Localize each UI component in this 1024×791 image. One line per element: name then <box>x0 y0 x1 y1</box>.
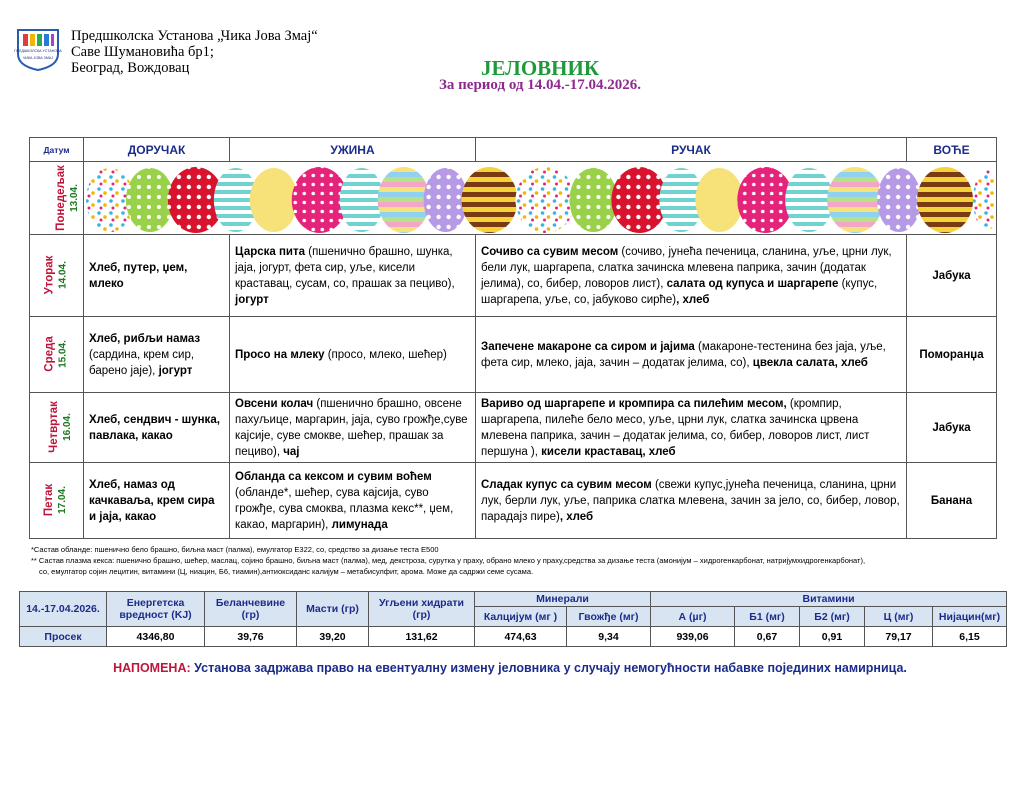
menu-header-row <box>30 138 997 162</box>
col-uzina: УЖИНА <box>230 138 476 162</box>
day-date: 16.04. <box>61 413 73 441</box>
lunch-cell <box>476 317 907 393</box>
snack-ingredients: (просо, млеко, шећер) <box>324 348 447 361</box>
lunch-dish: Сладак купус са сувим месом <box>481 478 652 491</box>
header-minerals: Минерали <box>475 592 651 607</box>
day-name: Четвртак <box>47 401 60 453</box>
value-vit-a: 939,06 <box>651 627 735 647</box>
period-label: 14.-17.04.2026. <box>20 592 107 627</box>
value-vit-b2: 0,91 <box>800 627 865 647</box>
snack-drink: јогурт <box>235 293 269 306</box>
header-energy: Енергетска вредност (KJ) <box>107 592 205 627</box>
snack-dish: Царска пита <box>235 245 306 258</box>
header-vit-c: Ц (мг) <box>865 607 933 627</box>
lunch-dish: Запечене макароне са сиром и јајима <box>481 340 695 353</box>
logo-text-bottom: ЧИКА ЈОВА ЗМАЈ <box>22 56 54 60</box>
lunch-side-ingredients: (купус, шаргарепа, уље, со, јабуково сирће) <box>481 277 878 306</box>
lunch-side: салата од купуса и шаргарепе <box>666 277 839 290</box>
menu-row <box>30 317 997 393</box>
lunch-ingredients: (сочиво, јунећа печеница, сланина, уље, црни лук, бели лук, шаргарепа, слатка зачинска млевена паприка, зачин (додатак јелима), со, бибер, ловоров лист), <box>481 245 892 290</box>
menu-row <box>30 463 997 539</box>
breakfast-text: Хлеб, сендвич - шунка, павлака, какао <box>89 413 220 442</box>
day-cell <box>30 317 84 393</box>
snack-dish: Обланда са кексом и сувим воћем <box>235 470 432 483</box>
day-name: Понедељак <box>54 164 67 231</box>
day-cell <box>30 393 84 463</box>
institution-city: Београд, Вождовац <box>71 60 190 76</box>
header-vit-b1: Б1 (мг) <box>735 607 800 627</box>
day-date: 17.04. <box>57 486 69 514</box>
breakfast-cell <box>84 317 230 393</box>
note-wafer: *Састав обланде: пшенично бело брашно, биљна маст (палма), емулгатор Е322, со, средство за дизање теста Е500 <box>31 545 439 554</box>
value-carbs: 131,62 <box>369 627 475 647</box>
breakfast-text: Хлеб, путер, џем, млеко <box>89 261 188 290</box>
fruit-cell: Поморанџа <box>907 317 997 393</box>
header-vit-b2: Б2 (мг) <box>800 607 865 627</box>
snack-cell <box>230 393 476 463</box>
day-date: 14.04. <box>57 261 69 289</box>
note-biscuit: ** Састав плазма кекса: пшенично брашно, шећер, маслац, сојино брашно, биљна маст (палма), мед, декстроза, сурутка у праху, обрано млеко у праху,средства за дизање теста (амонијум – хидрогенкарбонат, натријумхидрогенкарбонат), <box>31 556 866 565</box>
snack-dish: Овсени колач <box>235 397 314 410</box>
footer-note <box>60 661 960 675</box>
note-biscuit-cont: со, емулгатор сојин лецитин, витамини (Ц, ниацин, Б6, тиамин),антиоксиданс калијум – метабисулфит, арома. Може да садржи семе сусама. <box>39 567 534 576</box>
easter-eggs-banner <box>84 162 997 235</box>
snack-cell <box>230 235 476 317</box>
value-energy: 4346,80 <box>107 627 205 647</box>
easter-eggs-illustration <box>84 162 996 234</box>
breakfast-cell <box>84 393 230 463</box>
lunch-bread: , хлеб <box>559 510 594 523</box>
snack-cell <box>230 463 476 539</box>
header-protein: Беланчевине (гр) <box>205 592 297 627</box>
lunch-dish: Вариво од шаргарепе и кромпира са пилећим месом, <box>481 397 787 410</box>
day-date: 13.04. <box>68 183 80 212</box>
footer-note-text: Установа задржава право на евентуалну измену јеловника у случају немогућности набавке појединих намирница. <box>190 661 907 675</box>
nutrition-table <box>19 591 1007 647</box>
header-niacin: Нијацин(мг) <box>933 607 1007 627</box>
institution-address <box>71 28 318 76</box>
lunch-side: кисели краставац, хлеб <box>541 445 676 458</box>
lunch-side: цвекла салата, хлеб <box>752 356 868 369</box>
header-carbs: Угљени хидрати (гр) <box>369 592 475 627</box>
lunch-ingredients: (свежи купус,јунећа печеница, сланина, црни лук, берли лук, уље, паприка слатка млевена, зачин за јело, со, бибер, ловор, парадајз пире) <box>481 478 900 523</box>
col-voce: ВОЋЕ <box>907 138 997 162</box>
snack-cell <box>230 317 476 393</box>
breakfast-dish: Хлеб, рибљи намаз <box>89 332 201 345</box>
day-date: 15.04. <box>57 340 69 368</box>
average-label: Просек <box>20 627 107 647</box>
page-title: ЈЕЛОВНИК <box>480 56 600 80</box>
header-fat: Масти (гр) <box>297 592 369 627</box>
snack-drink: лимунада <box>331 518 388 531</box>
header-calcium: Калцијум (мг ) <box>475 607 567 627</box>
snack-drink: чај <box>283 445 300 458</box>
value-vit-b1: 0,67 <box>735 627 800 647</box>
day-name: Петак <box>43 483 56 517</box>
snack-dish: Просо на млеку <box>235 348 325 361</box>
logo-text-top: ПРЕДШКОЛСКА УСТАНОВА <box>14 49 62 53</box>
day-cell <box>30 235 84 317</box>
institution-name: Предшколска Установа „Чика Јова Змај“ <box>71 28 318 44</box>
institution-logo <box>14 24 62 72</box>
col-dorucak: ДОРУЧАК <box>84 138 230 162</box>
value-protein: 39,76 <box>205 627 297 647</box>
value-calcium: 474,63 <box>475 627 567 647</box>
footer-note-label: НАПОМЕНА: <box>113 661 191 675</box>
holiday-row <box>30 162 997 235</box>
header-vit-a: А (µг) <box>651 607 735 627</box>
header-iron: Гвожђе (мг) <box>567 607 651 627</box>
value-niacin: 6,15 <box>933 627 1007 647</box>
breakfast-ingredients: (сардина, крем сир, барено јаје), <box>89 348 195 377</box>
menu-period: За период од 14.04.-17.04.2026. <box>438 77 641 93</box>
col-rucak: РУЧАК <box>476 138 907 162</box>
lunch-bread: , хлеб <box>676 293 710 306</box>
lunch-cell <box>476 463 907 539</box>
day-name: Уторак <box>43 255 56 295</box>
day-cell <box>30 463 84 539</box>
lunch-ingredients: (кромпир, шаргарепа, пилеће бело месо, уље, црни лук, слатка зачинска црвена млевена паприка, зачин – додатак јелима, со, бибер, ловоров лист, лист першуна ), <box>481 397 870 458</box>
menu-row <box>30 235 997 317</box>
day-name: Среда <box>43 336 56 372</box>
menu-row <box>30 393 997 463</box>
ingredient-notes <box>31 544 1001 577</box>
fruit-cell: Банана <box>907 463 997 539</box>
header-vitamins: Витамини <box>651 592 1007 607</box>
breakfast-cell <box>84 235 230 317</box>
lunch-cell <box>476 235 907 317</box>
value-fat: 39,20 <box>297 627 369 647</box>
breakfast-cell <box>84 463 230 539</box>
value-iron: 9,34 <box>567 627 651 647</box>
institution-street: Саве Шумановића бр1; <box>71 44 214 60</box>
breakfast-text: Хлеб, намаз од качкаваља, крем сира и јаја, какао <box>89 478 215 523</box>
snack-ingredients: (обланде*, шећер, сува кајсија, суво грожђе, сува смоква, плазма кекс**, џем, какао, маргарин), <box>235 486 454 531</box>
snack-ingredients: (пшенично брашно, овсене пахуљице, маргарин, јаја, суво грожђе,суве кајсије, суве смокве, шећер, прашак за пециво), <box>235 397 468 458</box>
fruit-cell: Јабука <box>907 393 997 463</box>
fruit-cell: Јабука <box>907 235 997 317</box>
menu-table <box>29 137 997 539</box>
breakfast-drink: јогурт <box>158 364 193 377</box>
lunch-dish: Сочиво са сувим месом <box>481 245 619 258</box>
lunch-cell <box>476 393 907 463</box>
snack-ingredients: (пшенично брашно, шунка, јаја, јогурт, фета сир, уље, кисели краставац, сусам, со, прашак за пециво), <box>235 245 455 290</box>
day-cell-monday <box>30 162 84 235</box>
lunch-ingredients: (макароне-тестенина без јаја, уље, фета сир, млеко, јаја, зачин – додатак јелима, со), <box>481 340 886 369</box>
col-datum: Датум <box>30 138 84 162</box>
value-vit-c: 79,17 <box>865 627 933 647</box>
